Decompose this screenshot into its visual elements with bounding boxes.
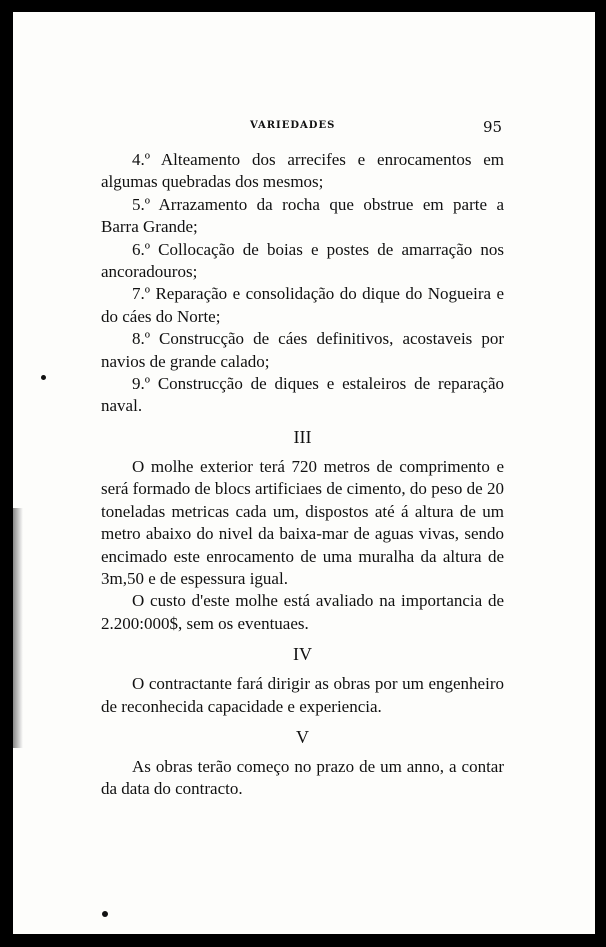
ink-speck (41, 375, 46, 380)
book-page (13, 12, 595, 934)
section-iii-paragraph-1: O molhe exterior terá 720 metros de comprimento e será formado de blocs artificiaes de cimento, do peso de 20 toneladas metricas cada um, dispostos até á altura de um metro abaixo do nivel da baixa-mar de aguas vivas, sendo encimado este enrocamento de uma muralha da altura de 3m,50 e de espessura igual. (101, 456, 504, 588)
list-item-5: 5.º Arrazamento da rocha que obstrue em parte a Barra Grande; (101, 194, 504, 237)
section-heading-iv: IV (293, 644, 312, 665)
section-heading-v: V (296, 726, 309, 747)
section-heading-iii: III (293, 426, 312, 447)
section-v-paragraph: As obras terão começo no prazo de um anno, a contar da data do contracto. (101, 756, 504, 799)
list-item-6: 6.º Collocação de boias e postes de amarração nos ancoradouros; (101, 239, 504, 282)
running-title: VARIEDADES (250, 120, 336, 131)
list-item-9: 9.º Construcção de diques e estaleiros de reparação naval. (101, 374, 504, 416)
section-iv-paragraph: O contractante fará dirigir as obras por um engenheiro de reconhecida capacidade e experiencia. (101, 674, 504, 716)
page-number: 95 (483, 118, 503, 136)
body-text (101, 149, 504, 801)
list-item-7: 7.º Reparação e consolidação do dique do Nogueira e do cáes do Norte; (101, 284, 504, 326)
list-item-8: 8.º Construcção de cáes definitivos, acostaveis por navios de grande calado; (101, 329, 504, 371)
list-item-4: 4.º Alteamento dos arrecifes e enrocamentos em algumas quebradas dos mesmos; (101, 150, 504, 192)
ink-speck (102, 911, 108, 917)
binding-shadow (13, 508, 23, 748)
running-head (13, 120, 595, 138)
section-iii-paragraph-2: O custo d'este molhe está avaliado na importancia de 2.200:000$, sem os eventuaes. (101, 591, 504, 633)
